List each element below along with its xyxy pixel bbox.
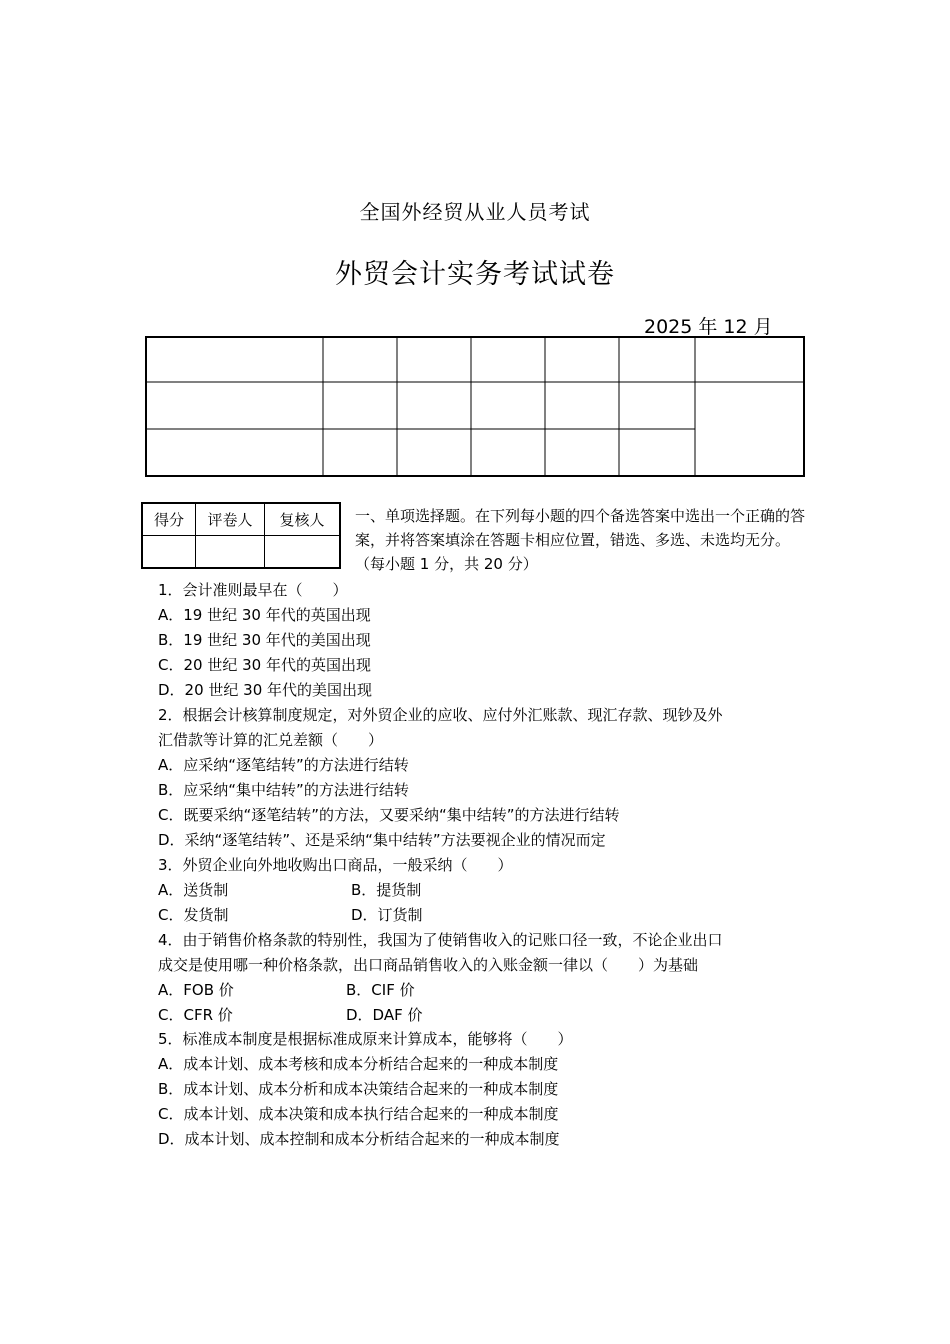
question-5-stem: 5．标准成本制度是根据标准成原来计算成本，能够将（ ）: [158, 1030, 573, 1048]
score-grid: [145, 336, 805, 477]
score-header: 得分: [142, 503, 196, 536]
question-5-option-b: B．成本计划、成本分析和成本决策结合起来的一种成本制度: [158, 1080, 559, 1098]
question-5-option-a: A．成本计划、成本考核和成本分析结合起来的一种成本制度: [158, 1055, 559, 1073]
question-1-option-c: C．20 世纪 30 年代的英国出现: [158, 656, 371, 674]
grader-cell[interactable]: [196, 536, 265, 569]
exam-subtitle: 全国外经贸从业人员考试: [359, 200, 591, 224]
question-3-option-b: B．提货制: [351, 881, 422, 899]
question-1-stem: 1．会计准则最早在（ ）: [158, 581, 348, 599]
reviewer-cell[interactable]: [265, 536, 341, 569]
question-4-option-d: D．DAF 价: [346, 1006, 423, 1024]
question-1-option-a: A．19 世纪 30 年代的英国出现: [158, 606, 371, 624]
question-2-stem-line1: 2．根据会计核算制度规定，对外贸企业的应收、应付外汇账款、现汇存款、现钞及外: [158, 706, 723, 724]
question-4-option-b: B．CIF 价: [346, 981, 415, 999]
grader-table: [141, 502, 341, 569]
question-3-stem: 3．外贸企业向外地收购出口商品，一般采纳（ ）: [158, 856, 513, 874]
question-1-option-b: B．19 世纪 30 年代的美国出现: [158, 631, 371, 649]
question-3-option-a: A．送货制: [158, 881, 229, 899]
question-5-option-d: D．成本计划、成本控制和成本分析结合起来的一种成本制度: [158, 1130, 560, 1148]
exam-date: 2025 年 12 月: [644, 316, 773, 338]
question-4-option-a: A．FOB 价: [158, 981, 234, 999]
grader-header: 评卷人: [196, 503, 265, 536]
grader-input-row: [142, 536, 340, 569]
question-2-option-a: A．应采纳“逐笔结转”的方法进行结转: [158, 756, 409, 774]
question-3-option-c: C．发货制: [158, 906, 229, 924]
question-2-option-c: C．既要采纳“逐笔结转”的方法，又要采纳“集中结转”的方法进行结转: [158, 806, 620, 824]
question-4-option-c: C．CFR 价: [158, 1006, 233, 1024]
score-grid-lines: [145, 336, 805, 477]
question-2-option-b: B．应采纳“集中结转”的方法进行结转: [158, 781, 409, 799]
reviewer-header: 复核人: [265, 503, 341, 536]
question-1-option-d: D．20 世纪 30 年代的美国出现: [158, 681, 373, 699]
section-instructions: 一、单项选择题。在下列每小题的四个备选答案中选出一个正确的答案，并将答案填涂在答题卡相应位置，错选、多选、未选均无分。（每小题 1 分，共 20 分）: [355, 507, 806, 573]
grader-header-row: [142, 503, 340, 536]
question-2-option-d: D．采纳“逐笔结转”、还是采纳“集中结转”方法要视企业的情况而定: [158, 831, 606, 849]
question-3-option-d: D．订货制: [351, 906, 423, 924]
exam-title: 外贸会计实务考试试卷: [335, 259, 615, 290]
question-2-stem-line2: 汇借款等计算的汇兑差额（ ）: [158, 731, 384, 749]
question-4-stem-line1: 4．由于销售价格条款的特别性，我国为了使销售收入的记账口径一致，不论企业出口: [158, 931, 723, 949]
question-5-option-c: C．成本计划、成本决策和成本执行结合起来的一种成本制度: [158, 1105, 559, 1123]
question-4-stem-line2: 成交是使用哪一种价格条款，出口商品销售收入的入账金额一律以（ ）为基础: [158, 956, 699, 974]
score-cell[interactable]: [142, 536, 196, 569]
